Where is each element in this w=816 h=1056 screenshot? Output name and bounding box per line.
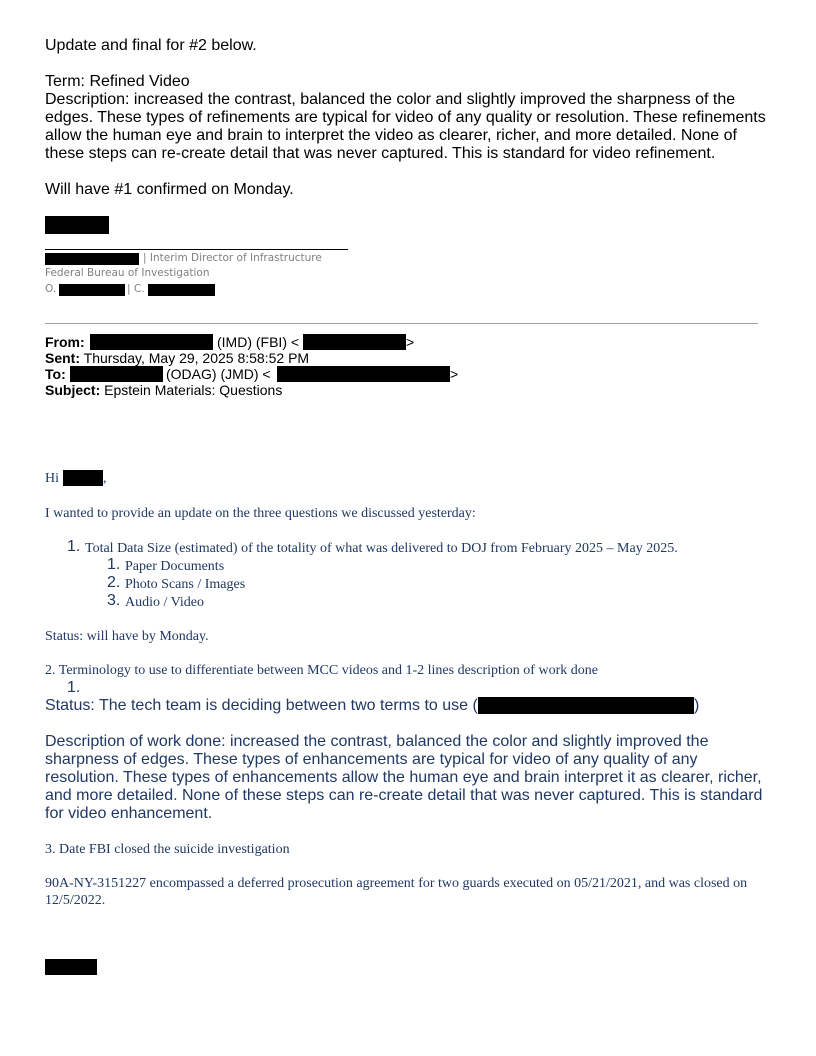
- from-label: From:: [45, 334, 85, 350]
- q1-sub2-number: 2.: [107, 574, 121, 591]
- q2-status-suffix: ): [694, 697, 700, 714]
- sent-line: Sent: Thursday, May 29, 2025 8:58:52 PM: [45, 350, 310, 366]
- redacted-to-email: [277, 366, 450, 382]
- signature-office-label: O.: [45, 283, 57, 295]
- to-agency: (ODAG) (JMD) <: [166, 366, 271, 382]
- redacted-from-email: [303, 334, 406, 350]
- term-line: Term: Refined Video: [45, 73, 190, 90]
- q1-text: Total Data Size (estimated) of the totality of what was delivered to DOJ from February 2025 – May 2025.: [85, 541, 678, 556]
- redacted-to-name: [70, 366, 163, 382]
- signature-title: | Interim Director of Infrastructure: [143, 252, 322, 264]
- q2-sub-number: 1.: [67, 679, 81, 696]
- to-close: >: [450, 366, 459, 382]
- from-close: >: [406, 334, 415, 350]
- sent-value: Thursday, May 29, 2025 8:58:52 PM: [83, 350, 310, 366]
- q1-sub1-text: Paper Documents: [125, 559, 225, 574]
- redacted-recipient-name: [63, 470, 103, 486]
- redacted-terms: [478, 697, 694, 714]
- subject-line: Subject: Epstein Materials: Questions: [45, 382, 283, 398]
- from-agency: (IMD) (FBI) <: [217, 334, 300, 350]
- q1-sub3-text: Audio / Video: [125, 595, 205, 610]
- term-description: Description: increased the contrast, balanced the color and slightly improved the sharpness of the edges. These types of refinements are typical for video of any quality or resolution. These refinements allow the human eye and brain to interpret the video as clearer, richer, and more detailed. None of these steps can re-create detail that was never captured. This is standard for video refinement.: [45, 91, 766, 162]
- q1-sub2-text: Photo Scans / Images: [125, 577, 246, 592]
- q3-text: 3. Date FBI closed the suicide investigation: [45, 842, 290, 857]
- signature-org: Federal Bureau of Investigation: [45, 267, 210, 279]
- q2-status-prefix: Status: The tech team is deciding between two terms to use (: [45, 697, 478, 714]
- q1-sub1-number: 1.: [107, 556, 121, 573]
- redacted-office-phone: [59, 284, 125, 296]
- signature-divider: [45, 249, 348, 250]
- monday-note: Will have #1 confirmed on Monday.: [45, 181, 294, 198]
- q1-sub3-number: 3.: [107, 592, 121, 609]
- greeting-comma: ,: [103, 471, 107, 486]
- message-separator: [45, 323, 758, 324]
- body-intro: I wanted to provide an update on the three questions we discussed yesterday:: [45, 506, 476, 521]
- q1-number: 1.: [67, 538, 81, 555]
- q1-status: Status: will have by Monday.: [45, 629, 209, 644]
- subject-value: Epstein Materials: Questions: [104, 382, 283, 398]
- q2-text: 2. Terminology to use to differentiate between MCC videos and 1-2 lines description of work done: [45, 663, 598, 678]
- q2-description: Description of work done: increased the contrast, balanced the color and slightly improved the sharpness of edges. These types of enhancements are typical for video of any quality of any resolution. These types of enhancements allow the human eye and brain interpret it as clearer, richer, and more detailed. None of these steps can re-create detail that was never captured. This is standard for video enhancement.: [45, 733, 763, 822]
- q3-answer: 90A-NY-3151227 encompassed a deferred prosecution agreement for two guards executed on 05/21/2021, and was closed on 12/5/2022.: [45, 876, 748, 908]
- to-label: To:: [45, 366, 66, 382]
- greeting-hi: Hi: [45, 471, 59, 486]
- redacted-cell-phone: [148, 284, 215, 296]
- redacted-closing-name: [45, 959, 97, 975]
- top-intro: Update and final for #2 below.: [45, 37, 257, 54]
- redacted-sender-name: [45, 216, 109, 234]
- redacted-signature-name: [45, 253, 139, 265]
- redacted-from-name: [90, 334, 213, 350]
- signature-cell-label: | C.: [127, 283, 145, 295]
